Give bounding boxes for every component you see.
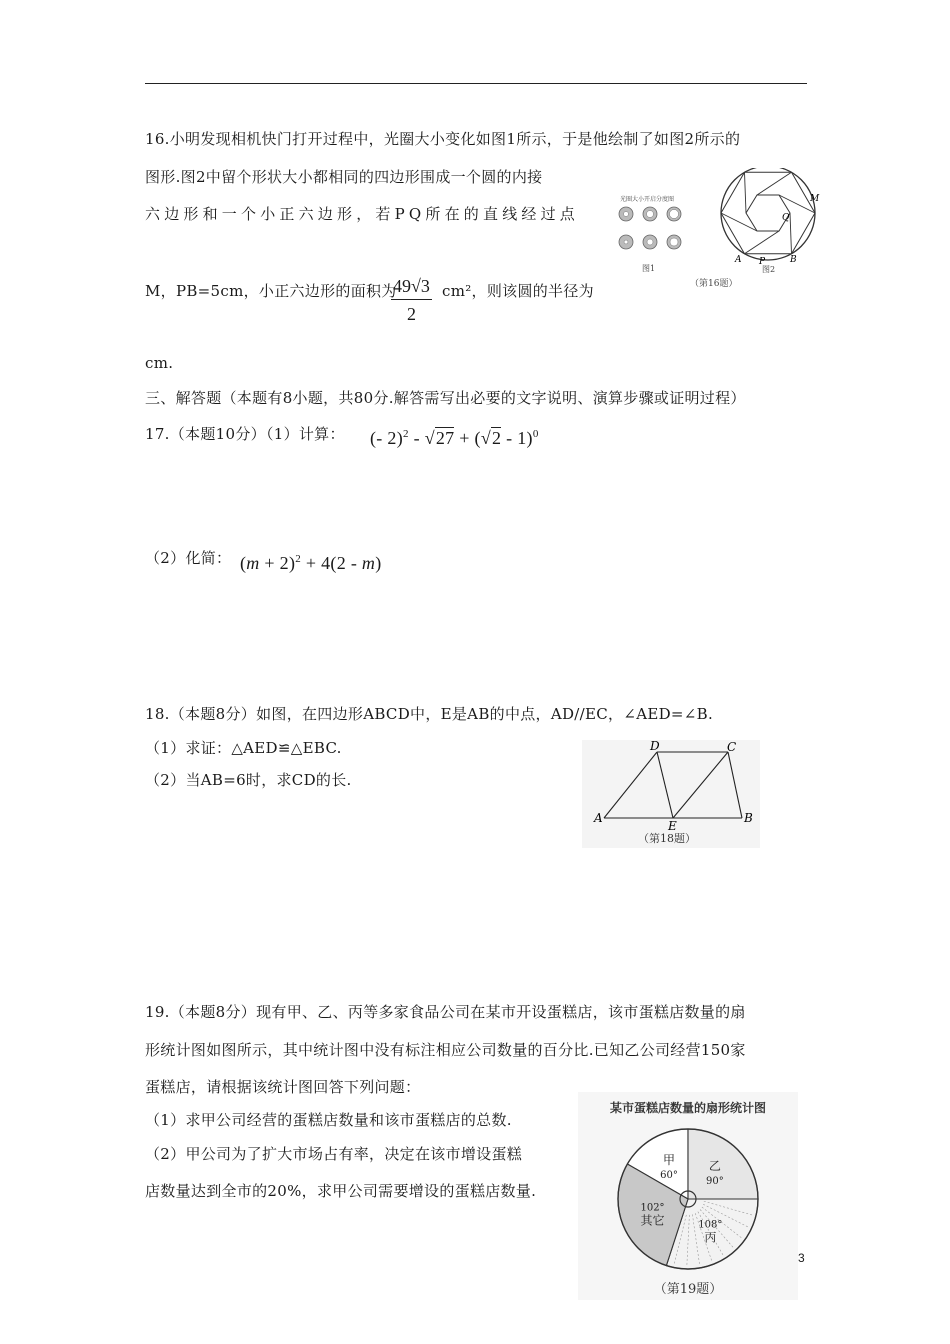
q17-part1-label: 17.（本题10分）（1）计算： [145, 425, 345, 443]
point-label-a: A [594, 811, 603, 825]
pie-slice-degree-2: 丙 [704, 1230, 717, 1245]
pie-chart-drawing [578, 1092, 798, 1300]
fraction-numerator: 49√3 [391, 276, 432, 300]
point-label-b: B [744, 811, 753, 825]
fig2-label: 图2 [762, 265, 776, 274]
pie-slice-name-1: 乙 [708, 1159, 721, 1174]
fig19-caption: （第19题） [653, 1282, 723, 1297]
q16-line5: cm. [145, 354, 174, 372]
q18-figure-drawing [582, 740, 760, 848]
q19-pie-chart [578, 1092, 798, 1300]
pie-slice-degree-3: 其它 [640, 1213, 665, 1228]
point-label-p: P [759, 257, 766, 267]
q16-line4-before: M，PB=5cm，小正六边形的面积为 [145, 282, 397, 300]
q17-part2-label: （2）化简： [145, 549, 232, 567]
point-label-a: A [735, 255, 742, 265]
q18-line1: 18.（本题8分）如图，在四边形ABCD中，E是AB的中点，AD//EC，∠AED=∠B. [145, 705, 714, 723]
point-label-m: M [810, 194, 820, 204]
point-label-c: C [727, 740, 737, 754]
fig1-label: 图1 [642, 264, 656, 273]
fig1-title: 光圈大小开启分度图 [620, 196, 675, 203]
fig18-caption: （第18题） [638, 832, 696, 845]
pie-chart-title: 某市蛋糕店数量的扇形统计图 [609, 1101, 767, 1115]
point-label-e: E [668, 819, 677, 833]
pie-slice-name-3: 102° [640, 1202, 665, 1214]
q16-line4-after: cm²，则该圆的半径为 [442, 282, 594, 300]
q19-part2a: （2）甲公司为了扩大市场占有率，决定在该市增设蛋糕 [145, 1145, 523, 1163]
q16-figure-drawing [612, 168, 822, 293]
q16-figure [612, 168, 822, 293]
pie-slices [618, 1129, 758, 1269]
inscribed-hexagon [721, 172, 815, 253]
q16-line3: 六边形和一个小正六边形，若PQ所在的直线经过点 [145, 205, 579, 223]
q19-line1: 19.（本题8分）现有甲、乙、丙等多家食品公司在某市开设蛋糕店，该市蛋糕店数量的扇 [145, 1003, 746, 1021]
fraction-denominator: 2 [406, 304, 416, 324]
q19-part1: （1）求甲公司经营的蛋糕店数量和该市蛋糕店的总数. [145, 1111, 512, 1129]
q18-part2: （2）当AB=6时，求CD的长. [145, 771, 352, 789]
fig16-caption: （第16题） [690, 279, 738, 289]
q16-line2: 图形.图2中留个形状大小都相同的四边形围成一个圆的内接 [145, 168, 543, 186]
section3-heading: 三、解答题（本题有8小题，共80分.解答需写出必要的文字说明、演算步骤或证明过程） [145, 389, 746, 407]
q19-line2: 形统计图如图所示，其中统计图中没有标注相应公司数量的百分比.已知乙公司经营150家 [145, 1041, 746, 1059]
point-label-b: B [790, 255, 797, 265]
pie-slice-degree-1: 90° [706, 1176, 724, 1188]
point-label-d: D [650, 740, 660, 753]
q16-area-fraction [391, 276, 432, 325]
pie-slice-name-0: 甲 [662, 1153, 676, 1168]
q16-line1: 16.小明发现相机快门打开过程中，光圈大小变化如图1所示，于是他绘制了如图2所示的 [145, 130, 741, 148]
q18-part1: （1）求证：△AED≌△EBC. [145, 739, 342, 757]
q19-part2b: 店数量达到全市的20%，求甲公司需要增设的蛋糕店数量. [145, 1182, 537, 1200]
pie-slice-name-2: 108° [698, 1219, 723, 1231]
circle-outline [721, 168, 815, 260]
header-rule [145, 83, 807, 84]
q17-expression-2: $(m + 2)^2 + 4(2 - m)$ [240, 553, 382, 573]
page-number: 3 [798, 1251, 805, 1265]
q17-expression-1: (- 2)$^2$ - √27 + (√2 - 1)$^0$ [370, 428, 539, 448]
q19-line3: 蛋糕店，请根据该统计图回答下列问题： [145, 1078, 421, 1096]
q18-figure [582, 740, 760, 848]
point-label-q: Q [782, 213, 790, 223]
pie-slice-degree-0: 60° [660, 1170, 678, 1182]
